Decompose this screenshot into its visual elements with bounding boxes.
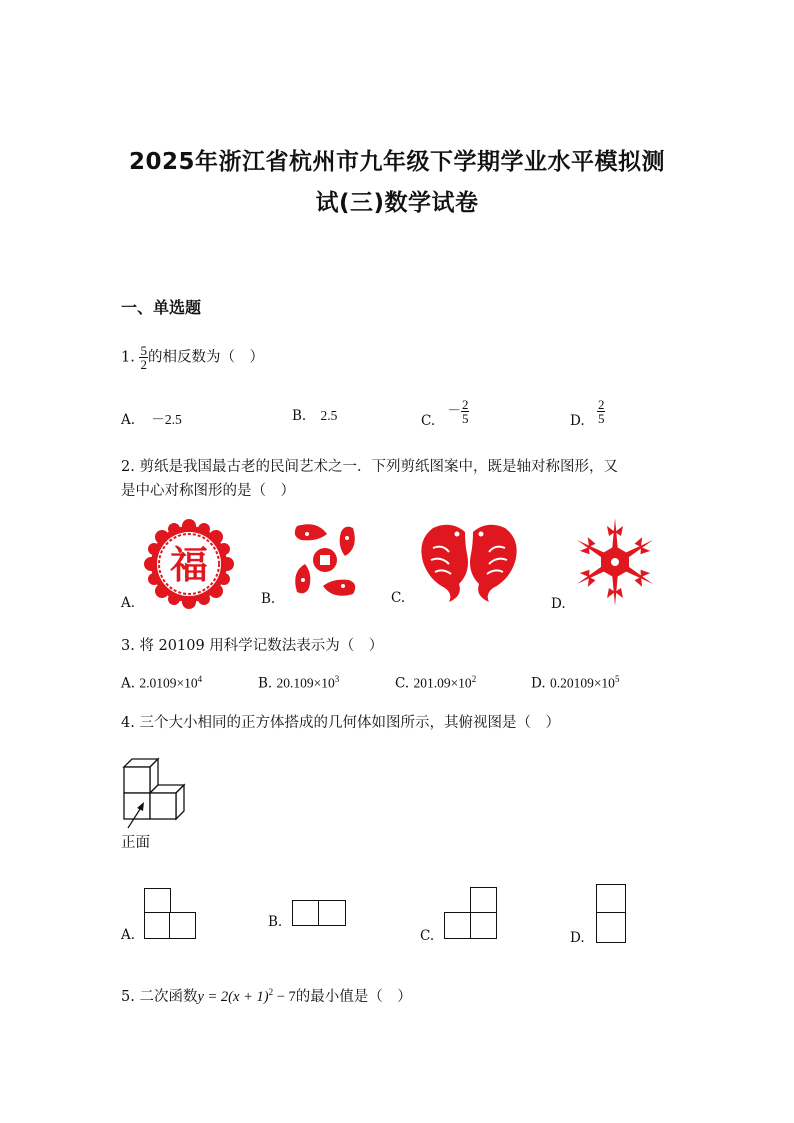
q1-option-b[interactable] bbox=[292, 408, 337, 424]
q3-option-a[interactable] bbox=[121, 674, 202, 692]
q4-b-cell-right bbox=[318, 900, 346, 926]
q5-formula-exp: 2 bbox=[268, 987, 274, 998]
question-2-line2: 是中心对称图形的是（ ） bbox=[121, 483, 295, 499]
q4-option-a-label[interactable]: A. bbox=[121, 927, 136, 943]
cube-front-upper bbox=[124, 767, 150, 793]
q4-a-cell-bottom-right bbox=[169, 912, 196, 939]
q4-c-cell-top bbox=[470, 887, 497, 914]
q1-option-a[interactable] bbox=[121, 408, 182, 428]
q1-option-d-den: 5 bbox=[597, 411, 605, 426]
page-title-line2: 试(三)数学试卷 bbox=[315, 190, 479, 216]
koi-left-eye bbox=[455, 532, 460, 537]
front-arrow bbox=[118, 800, 158, 830]
q1-option-c-label: C. bbox=[421, 413, 436, 429]
q5-number: 5. bbox=[121, 989, 135, 1005]
q3-option-d[interactable] bbox=[531, 674, 619, 692]
question-2-line1: 2. 剪纸是我国最古老的民间艺术之一．下列剪纸图案中，既是轴对称图形，又 bbox=[121, 459, 618, 475]
q1-option-c-fraction bbox=[461, 398, 470, 425]
q4-c-cell-bottom-left bbox=[444, 912, 472, 939]
q3-option-a-exp: 4 bbox=[197, 674, 203, 684]
koi-left bbox=[421, 525, 468, 602]
q1-option-a-label: A. bbox=[121, 412, 136, 428]
papercut-twin-koi[interactable] bbox=[415, 518, 523, 604]
q3-option-b-exp: 3 bbox=[334, 674, 340, 684]
q1-text: 的相反数为（ ） bbox=[147, 349, 264, 366]
q3-option-b-label: B. bbox=[258, 675, 273, 692]
question-3: 3. 将 20109 用科学记数法表示为（ ） bbox=[121, 638, 384, 654]
section-heading: 一、单选题 bbox=[121, 298, 202, 317]
q4-c-cell-bottom-right bbox=[470, 912, 497, 939]
q1-option-d-num: 2 bbox=[597, 397, 605, 412]
q3-option-b[interactable] bbox=[258, 674, 339, 692]
q1-fraction bbox=[139, 344, 148, 371]
q3-option-d-base: 0.20109×10 bbox=[549, 675, 615, 691]
q1-option-b-value: 2.5 bbox=[320, 408, 338, 423]
q1-option-d[interactable] bbox=[570, 398, 605, 429]
q1-option-c-den: 5 bbox=[461, 411, 469, 426]
page-title-line1: 2025年浙江省杭州市九年级下学期学业水平模拟测 bbox=[128, 149, 665, 175]
koi-right-eye bbox=[479, 532, 484, 537]
q4-d-cell-top bbox=[596, 884, 626, 914]
q4-b-cell-left bbox=[292, 900, 320, 926]
q1-option-d-label: D. bbox=[570, 413, 585, 429]
q1-option-c[interactable] bbox=[421, 398, 469, 429]
q1-frac-den: 2 bbox=[140, 357, 147, 372]
q3-option-c-exp: 2 bbox=[471, 674, 477, 684]
question-4: 4. 三个大小相同的正方体搭成的几何体如图所示，其俯视图是（ ） bbox=[121, 715, 560, 731]
fish-coin-hole bbox=[320, 555, 330, 565]
q1-frac-num: 5 bbox=[140, 343, 147, 358]
papercut-fu-medallion[interactable] bbox=[143, 518, 235, 610]
q4-a-cell-top bbox=[144, 888, 171, 914]
q4-option-b-label[interactable]: B. bbox=[268, 914, 283, 930]
q3-option-b-base: 20.109×10 bbox=[276, 675, 335, 691]
q4-a-cell-bottom-left bbox=[144, 912, 171, 939]
q1-number: 1. bbox=[121, 349, 135, 366]
q1-option-c-num: 2 bbox=[461, 397, 469, 412]
q3-option-d-exp: 5 bbox=[614, 674, 620, 684]
q5-prefix: 二次函数 bbox=[139, 989, 198, 1005]
q1-option-d-fraction bbox=[597, 398, 606, 425]
q1-option-b-label: B. bbox=[292, 408, 307, 424]
papercut-snowflake[interactable] bbox=[574, 516, 656, 608]
question-1 bbox=[121, 344, 264, 371]
q4-option-c-label[interactable]: C. bbox=[420, 928, 435, 944]
q3-option-d-label: D. bbox=[531, 675, 546, 692]
q4-option-d-label[interactable]: D. bbox=[570, 930, 585, 946]
q3-option-c-base: 201.09×10 bbox=[413, 675, 472, 691]
q3-option-a-label: A. bbox=[121, 675, 136, 692]
q3-option-a-base: 2.0109×10 bbox=[139, 675, 198, 691]
q1-option-a-value: －2.5 bbox=[151, 412, 182, 427]
koi-right bbox=[470, 525, 517, 602]
q3-option-c-label: C. bbox=[395, 675, 410, 692]
q2-option-b-label[interactable]: B. bbox=[261, 591, 276, 607]
papercut-fish-circle[interactable] bbox=[287, 518, 363, 602]
q5-formula-b: − 7 bbox=[273, 989, 296, 1005]
question-5 bbox=[121, 985, 412, 1006]
front-label: 正面 bbox=[121, 835, 150, 851]
q2-option-d-label[interactable]: D. bbox=[551, 596, 566, 612]
q4-d-cell-bottom bbox=[596, 912, 626, 943]
q2-option-a-label[interactable]: A. bbox=[121, 595, 136, 611]
q1-option-c-sign: － bbox=[447, 403, 461, 418]
q5-formula-a: y = 2(x + 1) bbox=[197, 989, 269, 1005]
fu-character: 福 bbox=[169, 543, 209, 587]
q2-option-c-label[interactable]: C. bbox=[391, 590, 406, 606]
q3-option-c[interactable] bbox=[395, 674, 476, 692]
q5-suffix: 的最小值是（ ） bbox=[295, 989, 412, 1005]
